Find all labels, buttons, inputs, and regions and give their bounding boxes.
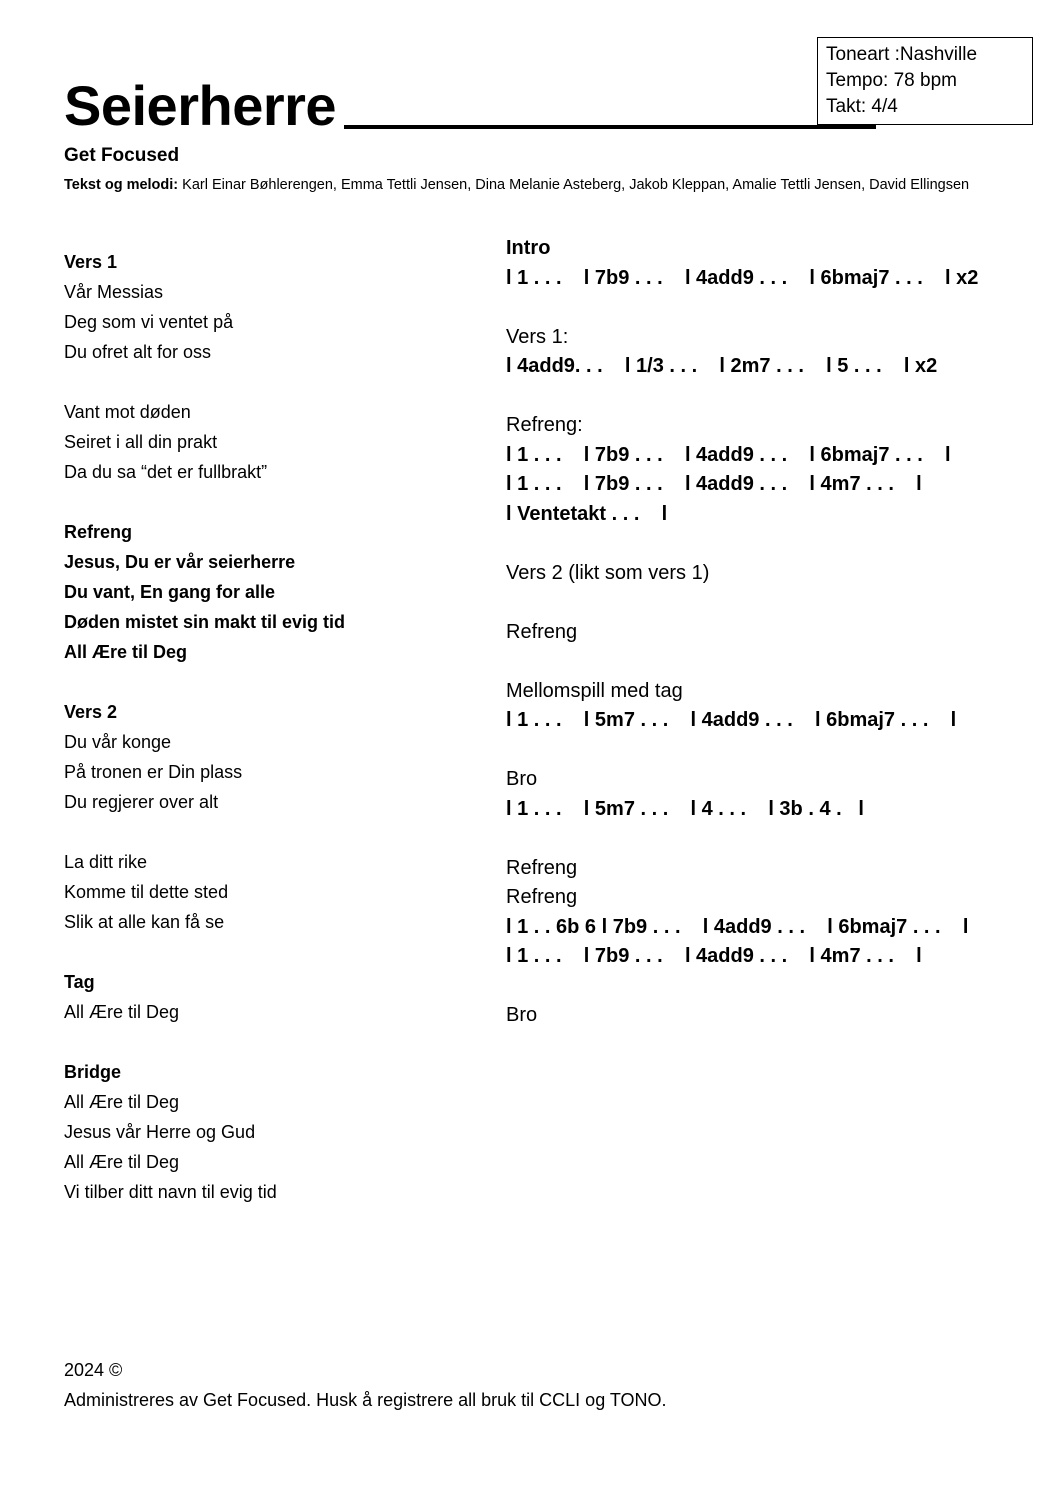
chord-section-vers1: Vers 1:: [506, 325, 569, 348]
lyric-line: Deg som vi ventet på: [64, 312, 234, 332]
credits-names: Karl Einar Bøhlerengen, Emma Tettli Jensen, Dina Melanie Asteberg, Jakob Kleppan, Amalie Tettli Jensen, David Ellingsen: [178, 177, 970, 193]
chord-section-refreng: Refreng:: [506, 414, 583, 436]
song-title: Seierherre: [64, 74, 337, 137]
section-label-vers2: Vers 2: [64, 702, 118, 722]
lyric-line: All Ære til Deg: [64, 1092, 180, 1112]
lyric-line: Vi tilber ditt navn til evig tid: [64, 1182, 277, 1202]
lyric-line: Du vant, En gang for alle: [64, 582, 276, 602]
lyric-line: Jesus vår Herre og Gud: [64, 1122, 256, 1142]
lyric-line: All Ære til Deg: [64, 1002, 180, 1022]
chord-section-refreng3: Refreng: [506, 856, 578, 879]
song-info-box: [817, 37, 1033, 125]
tempo-info: Tempo: 78 bpm: [826, 70, 957, 91]
lyric-line: La ditt rike: [64, 852, 148, 872]
lyric-line: All Ære til Deg: [64, 642, 188, 662]
lyric-line: Komme til dette sted: [64, 882, 229, 902]
copyright-year: 2024 ©: [64, 1360, 123, 1380]
chord-section-refreng2: Refreng: [506, 620, 578, 643]
title-underline: [344, 125, 876, 129]
chord-line: l 1 . . . l 5m7 . . . l 4 . . . l 3b . 4 . l: [506, 797, 864, 820]
lyric-line: Jesus, Du er vår seierherre: [64, 552, 296, 572]
lyric-line: Du ofret alt for oss: [64, 342, 212, 362]
lyric-line: Døden mistet sin makt til evig tid: [64, 612, 346, 632]
chord-section-refreng4: Refreng: [506, 886, 578, 908]
key-info: Toneart :Nashville: [826, 44, 978, 65]
lyric-line: Slik at alle kan få se: [64, 912, 225, 932]
chord-section-mellomspill: Mellomspill med tag: [506, 679, 683, 702]
section-label-vers1: Vers 1: [64, 252, 118, 272]
chord-section-bro: Bro: [506, 768, 538, 790]
chord-line: l Ventetakt . . . l: [506, 502, 668, 525]
section-label-tag: Tag: [64, 972, 95, 992]
chord-line: l 1 . . . l 7b9 . . . l 4add9 . . . l 4m7 . . . l: [506, 945, 922, 967]
lyric-line: Vant mot døden: [64, 402, 191, 422]
chord-line: l 1 . . . l 5m7 . . . l 4add9 . . . l 6bmaj7 . . . l: [506, 709, 957, 731]
credits: [64, 172, 1004, 198]
chord-section-intro: Intro: [506, 237, 551, 259]
chord-line: l 1 . . . l 7b9 . . . l 4add9 . . . l 6bmaj7 . . . l x2: [506, 266, 979, 289]
footer: [64, 1355, 667, 1415]
lyrics-column: [64, 247, 484, 1207]
lyric-line: Vår Messias: [64, 282, 164, 302]
lyric-line: Da du sa “det er fullbrakt”: [64, 462, 268, 482]
chord-line: l 1 . . 6b 6 l 7b9 . . . l 4add9 . . . l 6bmaj7 . . . l: [506, 915, 969, 938]
admin-notice: Administreres av Get Focused. Husk å registrere all bruk til CCLI og TONO.: [64, 1390, 667, 1410]
lyric-line: All Ære til Deg: [64, 1152, 180, 1172]
chord-section-vers2: Vers 2 (likt som vers 1): [506, 561, 710, 584]
lyric-line: Du vår konge: [64, 732, 172, 752]
artist-name: Get Focused: [64, 145, 180, 166]
lyric-line: Seiret i all din prakt: [64, 432, 218, 452]
time-signature-info: Takt: 4/4: [826, 96, 898, 117]
section-label-refreng: Refreng: [64, 522, 133, 542]
lyric-line: På tronen er Din plass: [64, 762, 243, 782]
chord-chart-column: [506, 234, 1026, 1031]
chord-line: l 1 . . . l 7b9 . . . l 4add9 . . . l 6bmaj7 . . . l: [506, 443, 951, 466]
chord-line: l 4add9. . . l 1/3 . . . l 2m7 . . . l 5 . . . l x2: [506, 355, 938, 377]
chord-section-bro2: Bro: [506, 1004, 538, 1026]
lyric-line: Du regjerer over alt: [64, 792, 219, 812]
chord-line: l 1 . . . l 7b9 . . . l 4add9 . . . l 4m7 . . . l: [506, 473, 922, 495]
section-label-bridge: Bridge: [64, 1062, 122, 1082]
credits-label: Tekst og melodi:: [64, 177, 179, 193]
